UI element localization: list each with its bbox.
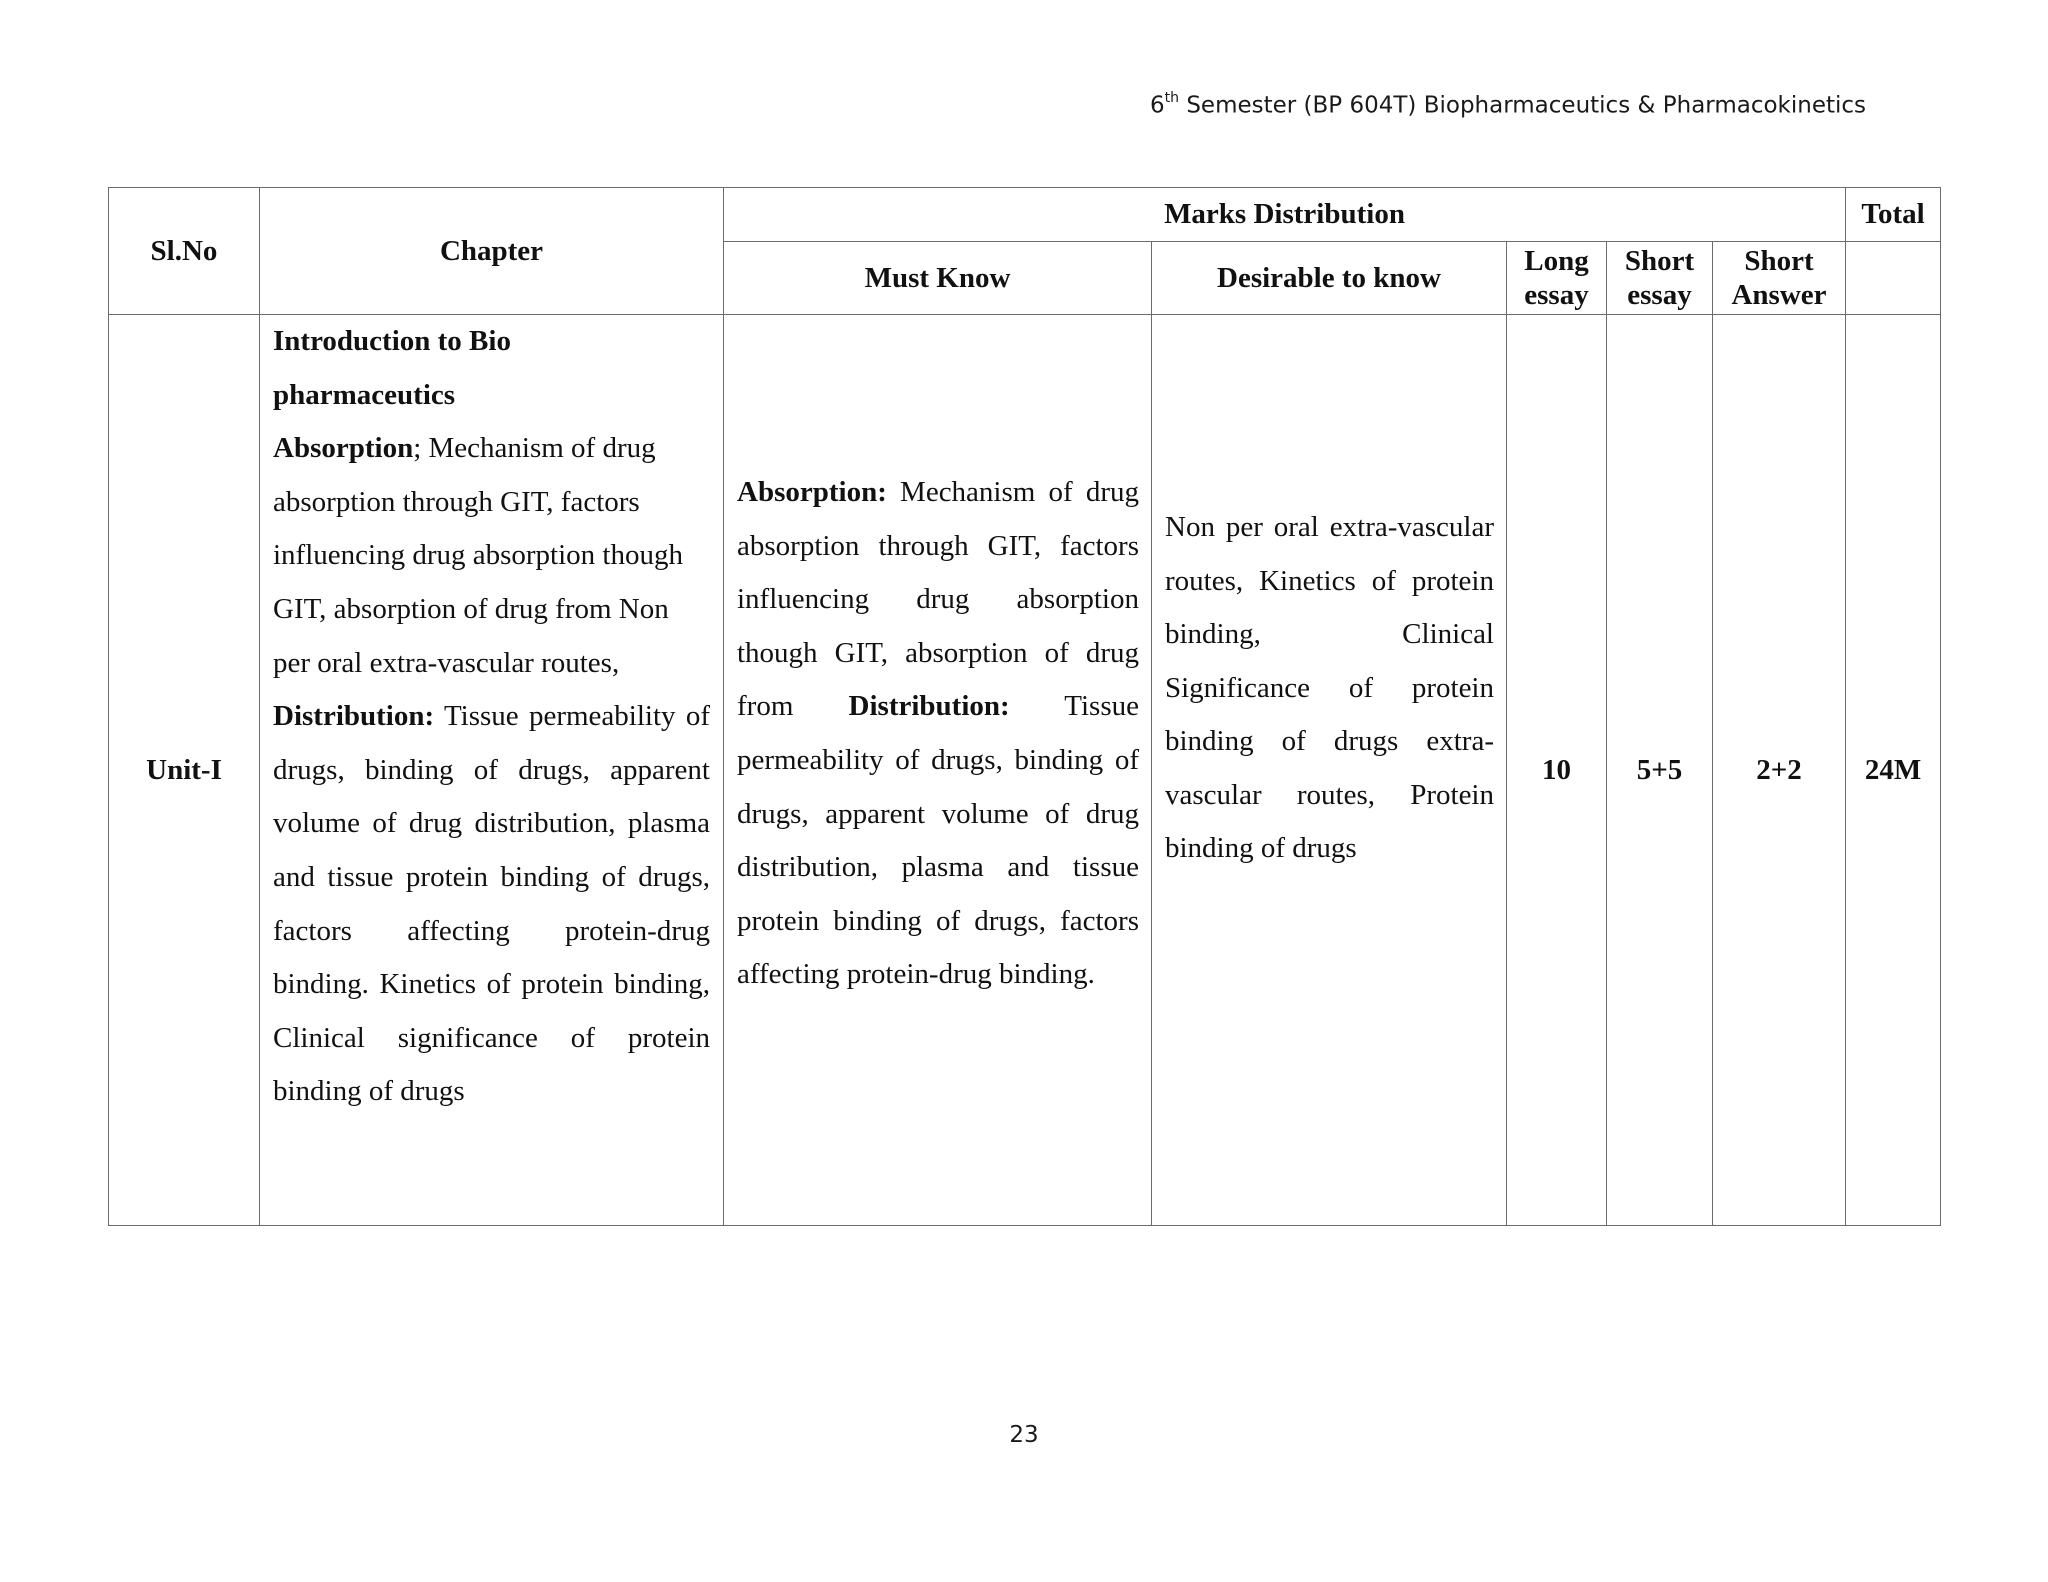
semester-suffix: th (1164, 90, 1180, 106)
must-know-distribution-label: Distribution: (848, 690, 1010, 723)
marks-distribution-table (108, 187, 1941, 1226)
must-know-absorption-label: Absorption: (737, 476, 887, 509)
page-number: 23 (1009, 1422, 1039, 1448)
total-subheader (1846, 242, 1941, 315)
short-essay-header: Short essay (1607, 242, 1713, 315)
chapter-distribution-label: Distribution: (273, 700, 435, 733)
must-know-cell (724, 315, 1152, 1226)
marks-distribution-header: Marks Distribution (724, 188, 1846, 242)
short-essay-cell: 5+5 (1607, 315, 1713, 1226)
chapter-title: Introduction to Bio pharmaceutics (273, 325, 511, 411)
short-answer-header: Short Answer (1713, 242, 1846, 315)
semester-number: 6 (1150, 92, 1165, 119)
unit-cell: Unit-I (109, 315, 260, 1226)
chapter-cell (260, 315, 724, 1226)
must-know-distribution-text: Tissue permeability of drugs, binding of drugs, apparent volume of drug distribution, plasma and tissue protein binding of drugs, factors affecting protein-drug binding. (737, 690, 1139, 991)
chapter-absorption-label: Absorption (273, 432, 414, 465)
desirable-text: Non per oral extra-vascular routes, Kinetics of protein binding, Clinical Significance of protein binding of drugs extra-vascular routes, Protein binding of drugs (1165, 510, 1494, 865)
long-essay-header: Long essay (1507, 242, 1607, 315)
table-row (109, 315, 1941, 1226)
short-answer-cell: 2+2 (1713, 315, 1846, 1226)
desirable-header: Desirable to know (1152, 242, 1507, 315)
header-text: Semester (BP 604T) Biopharmaceutics & Pharmacokinetics (1179, 92, 1867, 119)
page-header (1150, 92, 1866, 119)
desirable-cell (1152, 315, 1507, 1226)
must-know-absorption-text: Mechanism of drug absorption through GIT, factors influencing drug absorption though GIT, absorption of drug from (737, 476, 1139, 723)
total-cell: 24M (1846, 315, 1941, 1226)
chapter-distribution-text: Tissue permeability of drugs, binding of drugs, apparent volume of drug distribution, plasma and tissue protein binding of drugs, factors affecting protein-drug binding. Kinetics of protein binding, Clinical significance of protein binding of drugs (273, 700, 710, 1108)
long-essay-cell: 10 (1507, 315, 1607, 1226)
sl-no-header: Sl.No (109, 188, 260, 315)
chapter-header: Chapter (260, 188, 724, 315)
chapter-absorption-text: ; Mechanism of drug absorption through GIT, factors influencing drug absorption though GIT, absorption of drug from Non per oral extra-vascular routes, (273, 432, 683, 679)
must-know-header: Must Know (724, 242, 1152, 315)
total-header: Total (1846, 188, 1941, 242)
